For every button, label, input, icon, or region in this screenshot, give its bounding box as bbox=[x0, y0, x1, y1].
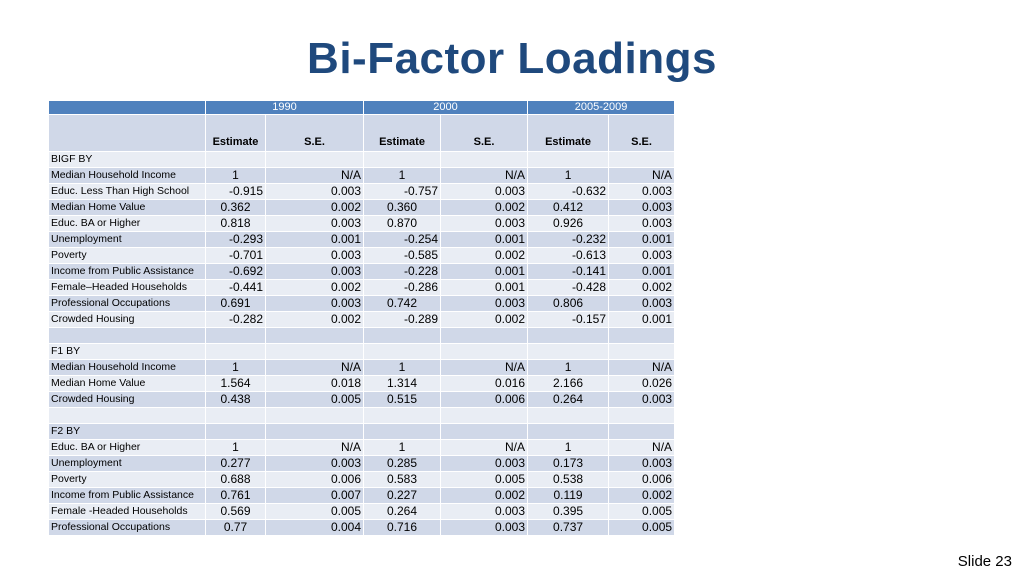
se-cell bbox=[609, 344, 675, 360]
header-corner-cell bbox=[49, 101, 206, 115]
table-row bbox=[49, 184, 675, 200]
se-cell: 0.003 bbox=[609, 456, 675, 472]
estimate-cell: 0.716 bbox=[364, 520, 441, 536]
se-cell bbox=[266, 152, 364, 168]
period-header: 1990 bbox=[206, 101, 364, 115]
estimate-cell: 0.737 bbox=[528, 520, 609, 536]
row-label: Crowded Housing bbox=[49, 312, 206, 328]
period-header: 2005-2009 bbox=[528, 101, 675, 115]
row-label: Female -Headed Households bbox=[49, 504, 206, 520]
estimate-cell: -0.692 bbox=[206, 264, 266, 280]
estimate-cell: 1 bbox=[364, 168, 441, 184]
se-cell bbox=[266, 344, 364, 360]
se-cell bbox=[609, 424, 675, 440]
estimate-cell: -0.701 bbox=[206, 248, 266, 264]
se-cell: N/A bbox=[609, 168, 675, 184]
estimate-cell bbox=[206, 328, 266, 344]
se-cell: 0.001 bbox=[609, 232, 675, 248]
row-label: Professional Occupations bbox=[49, 296, 206, 312]
subheader-estimate: Estimate bbox=[206, 115, 266, 152]
subheader-se: S.E. bbox=[441, 115, 528, 152]
se-cell: 0.003 bbox=[266, 296, 364, 312]
se-cell: 0.007 bbox=[266, 488, 364, 504]
se-cell: 0.005 bbox=[441, 472, 528, 488]
se-cell bbox=[609, 152, 675, 168]
se-cell: 0.002 bbox=[441, 200, 528, 216]
subheader-corner-cell bbox=[49, 115, 206, 152]
se-cell: 0.003 bbox=[609, 200, 675, 216]
se-cell: N/A bbox=[441, 168, 528, 184]
estimate-cell: -0.293 bbox=[206, 232, 266, 248]
se-cell: 0.026 bbox=[609, 376, 675, 392]
table-row bbox=[49, 216, 675, 232]
row-label bbox=[49, 328, 206, 344]
se-cell bbox=[609, 408, 675, 424]
estimate-cell bbox=[528, 152, 609, 168]
row-label: Median Home Value bbox=[49, 376, 206, 392]
row-label: Female–Headed Households bbox=[49, 280, 206, 296]
se-cell: 0.006 bbox=[266, 472, 364, 488]
row-label bbox=[49, 408, 206, 424]
estimate-cell bbox=[364, 424, 441, 440]
se-cell: 0.002 bbox=[609, 280, 675, 296]
table-row bbox=[49, 360, 675, 376]
table-row bbox=[49, 168, 675, 184]
se-cell: 0.003 bbox=[609, 216, 675, 232]
estimate-cell: -0.141 bbox=[528, 264, 609, 280]
se-cell: 0.005 bbox=[266, 392, 364, 408]
slide-number: Slide 23 bbox=[957, 553, 1012, 570]
table-row bbox=[49, 488, 675, 504]
se-cell: N/A bbox=[609, 360, 675, 376]
loadings-table-body bbox=[49, 101, 675, 536]
se-cell: 0.002 bbox=[441, 248, 528, 264]
estimate-cell: 0.761 bbox=[206, 488, 266, 504]
row-label: Poverty bbox=[49, 472, 206, 488]
blank-row bbox=[49, 408, 675, 424]
table-row bbox=[49, 472, 675, 488]
section-label: BIGF BY bbox=[49, 152, 206, 168]
estimate-cell: 1.314 bbox=[364, 376, 441, 392]
subheader-se: S.E. bbox=[609, 115, 675, 152]
section-label: F1 BY bbox=[49, 344, 206, 360]
subheader-estimate: Estimate bbox=[364, 115, 441, 152]
se-cell bbox=[441, 424, 528, 440]
estimate-cell: 0.742 bbox=[364, 296, 441, 312]
estimate-cell: 0.264 bbox=[528, 392, 609, 408]
se-cell: 0.003 bbox=[441, 504, 528, 520]
se-cell: 0.003 bbox=[441, 296, 528, 312]
se-cell bbox=[266, 328, 364, 344]
estimate-cell: 0.119 bbox=[528, 488, 609, 504]
estimate-cell: -0.228 bbox=[364, 264, 441, 280]
se-cell: 0.002 bbox=[266, 200, 364, 216]
estimate-cell bbox=[206, 424, 266, 440]
se-cell: 0.003 bbox=[609, 392, 675, 408]
se-cell bbox=[441, 152, 528, 168]
estimate-cell bbox=[528, 424, 609, 440]
se-cell: 0.004 bbox=[266, 520, 364, 536]
estimate-cell: 0.515 bbox=[364, 392, 441, 408]
estimate-cell: -0.282 bbox=[206, 312, 266, 328]
estimate-cell bbox=[206, 152, 266, 168]
estimate-cell: 0.691 bbox=[206, 296, 266, 312]
row-label: Income from Public Assistance bbox=[49, 264, 206, 280]
se-cell: N/A bbox=[609, 440, 675, 456]
loadings-table-container bbox=[48, 100, 674, 536]
se-cell bbox=[266, 408, 364, 424]
se-cell: N/A bbox=[266, 440, 364, 456]
estimate-cell: -0.632 bbox=[528, 184, 609, 200]
row-label: Educ. BA or Higher bbox=[49, 440, 206, 456]
estimate-cell: 0.926 bbox=[528, 216, 609, 232]
estimate-cell bbox=[528, 344, 609, 360]
estimate-cell: 1 bbox=[206, 440, 266, 456]
table-row bbox=[49, 200, 675, 216]
estimate-cell: 2.166 bbox=[528, 376, 609, 392]
estimate-cell: 1 bbox=[528, 440, 609, 456]
estimate-cell: 0.412 bbox=[528, 200, 609, 216]
estimate-cell: -0.613 bbox=[528, 248, 609, 264]
estimate-cell: 1 bbox=[528, 360, 609, 376]
subheader-se: S.E. bbox=[266, 115, 364, 152]
table-row bbox=[49, 264, 675, 280]
table-row bbox=[49, 456, 675, 472]
se-cell: N/A bbox=[266, 168, 364, 184]
se-cell bbox=[609, 328, 675, 344]
se-cell: 0.001 bbox=[441, 232, 528, 248]
estimate-cell: 0.285 bbox=[364, 456, 441, 472]
row-label: Median Home Value bbox=[49, 200, 206, 216]
estimate-cell: 0.569 bbox=[206, 504, 266, 520]
row-label: Median Household Income bbox=[49, 360, 206, 376]
section-label: F2 BY bbox=[49, 424, 206, 440]
se-cell: N/A bbox=[266, 360, 364, 376]
estimate-cell: 0.362 bbox=[206, 200, 266, 216]
row-label: Income from Public Assistance bbox=[49, 488, 206, 504]
se-cell: N/A bbox=[441, 440, 528, 456]
table-row bbox=[49, 280, 675, 296]
se-cell: 0.005 bbox=[609, 520, 675, 536]
se-cell: 0.002 bbox=[266, 280, 364, 296]
table-row bbox=[49, 376, 675, 392]
table-row bbox=[49, 312, 675, 328]
estimate-cell: -0.757 bbox=[364, 184, 441, 200]
estimate-cell: 0.77 bbox=[206, 520, 266, 536]
estimate-cell bbox=[528, 328, 609, 344]
estimate-cell: 0.173 bbox=[528, 456, 609, 472]
table-row bbox=[49, 440, 675, 456]
period-header: 2000 bbox=[364, 101, 528, 115]
table-row bbox=[49, 296, 675, 312]
estimate-cell: 1 bbox=[206, 360, 266, 376]
estimate-cell bbox=[364, 344, 441, 360]
estimate-cell: 1 bbox=[364, 440, 441, 456]
table-row bbox=[49, 520, 675, 536]
estimate-cell bbox=[364, 152, 441, 168]
se-cell: 0.003 bbox=[609, 248, 675, 264]
se-cell: 0.001 bbox=[609, 264, 675, 280]
se-cell: 0.003 bbox=[441, 216, 528, 232]
se-cell: N/A bbox=[441, 360, 528, 376]
estimate-cell: -0.157 bbox=[528, 312, 609, 328]
period-header-row bbox=[49, 101, 675, 115]
se-cell bbox=[441, 344, 528, 360]
se-cell: 0.003 bbox=[609, 296, 675, 312]
estimate-cell: -0.254 bbox=[364, 232, 441, 248]
estimate-cell: -0.428 bbox=[528, 280, 609, 296]
row-label: Crowded Housing bbox=[49, 392, 206, 408]
estimate-cell: 0.395 bbox=[528, 504, 609, 520]
estimate-cell: -0.232 bbox=[528, 232, 609, 248]
estimate-cell: -0.441 bbox=[206, 280, 266, 296]
estimate-cell: -0.585 bbox=[364, 248, 441, 264]
estimate-cell bbox=[364, 408, 441, 424]
estimate-cell: -0.915 bbox=[206, 184, 266, 200]
se-cell bbox=[441, 408, 528, 424]
estimate-cell: 1 bbox=[528, 168, 609, 184]
section-row bbox=[49, 344, 675, 360]
se-cell: 0.002 bbox=[441, 312, 528, 328]
se-cell: 0.001 bbox=[266, 232, 364, 248]
se-cell: 0.002 bbox=[609, 488, 675, 504]
row-label: Median Household Income bbox=[49, 168, 206, 184]
row-label: Poverty bbox=[49, 248, 206, 264]
row-label: Educ. Less Than High School bbox=[49, 184, 206, 200]
table-row bbox=[49, 504, 675, 520]
estimate-cell: 0.870 bbox=[364, 216, 441, 232]
se-cell: 0.003 bbox=[266, 216, 364, 232]
se-cell: 0.006 bbox=[441, 392, 528, 408]
se-cell: 0.003 bbox=[609, 184, 675, 200]
se-cell: 0.003 bbox=[266, 248, 364, 264]
row-label: Professional Occupations bbox=[49, 520, 206, 536]
estimate-cell: 0.818 bbox=[206, 216, 266, 232]
blank-row bbox=[49, 328, 675, 344]
estimate-cell bbox=[528, 408, 609, 424]
slide-title: Bi-Factor Loadings bbox=[307, 34, 717, 83]
se-cell: 0.006 bbox=[609, 472, 675, 488]
table-row bbox=[49, 232, 675, 248]
estimate-cell bbox=[364, 328, 441, 344]
section-row bbox=[49, 424, 675, 440]
se-cell: 0.002 bbox=[441, 488, 528, 504]
estimate-cell: 1 bbox=[206, 168, 266, 184]
estimate-cell: 0.264 bbox=[364, 504, 441, 520]
estimate-cell: 0.438 bbox=[206, 392, 266, 408]
row-label: Unemployment bbox=[49, 456, 206, 472]
subheader-row bbox=[49, 115, 675, 152]
estimate-cell: 1.564 bbox=[206, 376, 266, 392]
estimate-cell: 0.360 bbox=[364, 200, 441, 216]
estimate-cell: 0.538 bbox=[528, 472, 609, 488]
se-cell: 0.003 bbox=[441, 520, 528, 536]
loadings-table bbox=[48, 100, 675, 536]
se-cell: 0.003 bbox=[266, 456, 364, 472]
se-cell bbox=[266, 424, 364, 440]
estimate-cell: 0.227 bbox=[364, 488, 441, 504]
se-cell: 0.003 bbox=[441, 184, 528, 200]
se-cell: 0.002 bbox=[266, 312, 364, 328]
estimate-cell: 0.806 bbox=[528, 296, 609, 312]
row-label: Educ. BA or Higher bbox=[49, 216, 206, 232]
se-cell: 0.016 bbox=[441, 376, 528, 392]
se-cell: 0.001 bbox=[609, 312, 675, 328]
section-row bbox=[49, 152, 675, 168]
estimate-cell: 0.583 bbox=[364, 472, 441, 488]
table-row bbox=[49, 392, 675, 408]
row-label: Unemployment bbox=[49, 232, 206, 248]
se-cell: 0.003 bbox=[441, 456, 528, 472]
estimate-cell: -0.286 bbox=[364, 280, 441, 296]
table-row bbox=[49, 248, 675, 264]
se-cell: 0.001 bbox=[441, 264, 528, 280]
se-cell bbox=[441, 328, 528, 344]
estimate-cell: 1 bbox=[364, 360, 441, 376]
estimate-cell bbox=[206, 408, 266, 424]
se-cell: 0.018 bbox=[266, 376, 364, 392]
estimate-cell: 0.277 bbox=[206, 456, 266, 472]
se-cell: 0.005 bbox=[609, 504, 675, 520]
subheader-estimate: Estimate bbox=[528, 115, 609, 152]
se-cell: 0.001 bbox=[441, 280, 528, 296]
se-cell: 0.005 bbox=[266, 504, 364, 520]
estimate-cell: 0.688 bbox=[206, 472, 266, 488]
se-cell: 0.003 bbox=[266, 264, 364, 280]
se-cell: 0.003 bbox=[266, 184, 364, 200]
estimate-cell bbox=[206, 344, 266, 360]
estimate-cell: -0.289 bbox=[364, 312, 441, 328]
